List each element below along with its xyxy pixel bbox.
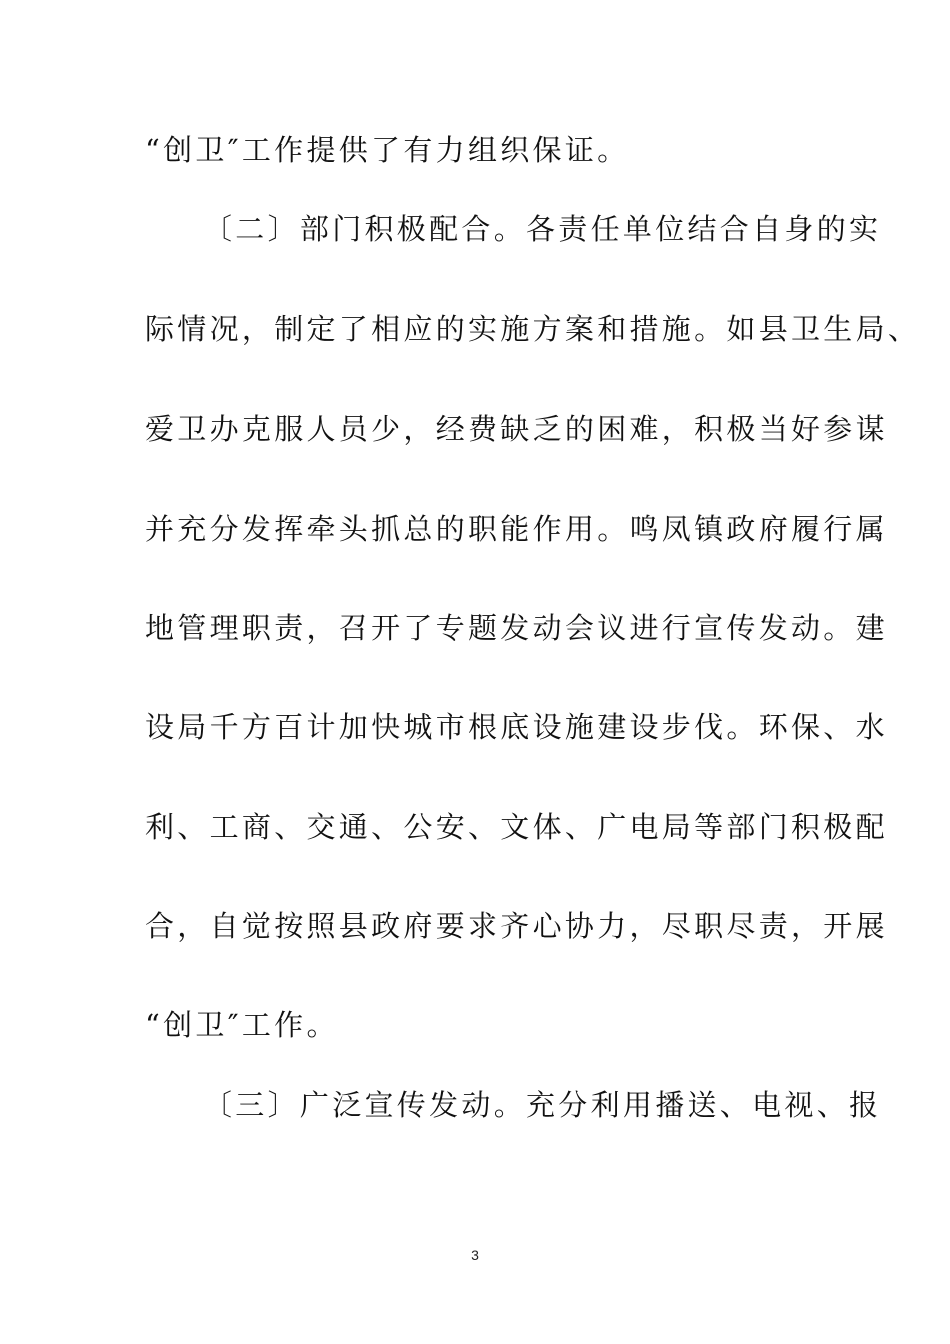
text-line-7: 设局千方百计加快城市根底设施建设步伐。环保、水 <box>145 710 888 744</box>
text-line-8: 利、工商、交通、公安、文体、广电局等部门积极配 <box>145 810 888 844</box>
page-number: 3 <box>471 1247 479 1263</box>
text-line-9: 合，自觉按照县政府要求齐心协力，尽职尽责，开展 <box>145 909 888 943</box>
text-line-11: 〔三〕广泛宣传发动。充分利用播送、电视、报 <box>203 1088 882 1122</box>
text-line-3: 际情况，制定了相应的实施方案和措施。如县卫生局、 <box>145 312 921 346</box>
text-line-10: “创卫″工作。 <box>145 1008 339 1042</box>
text-line-1: “创卫″工作提供了有力组织保证。 <box>145 133 630 167</box>
text-line-6: 地管理职责，召开了专题发动会议进行宣传发动。建 <box>145 611 888 645</box>
text-line-4: 爱卫办克服人员少，经费缺乏的困难，积极当好参谋 <box>145 412 888 446</box>
text-line-5: 并充分发挥牵头抓总的职能作用。鸣凤镇政府履行属 <box>145 512 888 546</box>
text-line-2: 〔二〕部门积极配合。各责任单位结合自身的实 <box>203 212 882 246</box>
